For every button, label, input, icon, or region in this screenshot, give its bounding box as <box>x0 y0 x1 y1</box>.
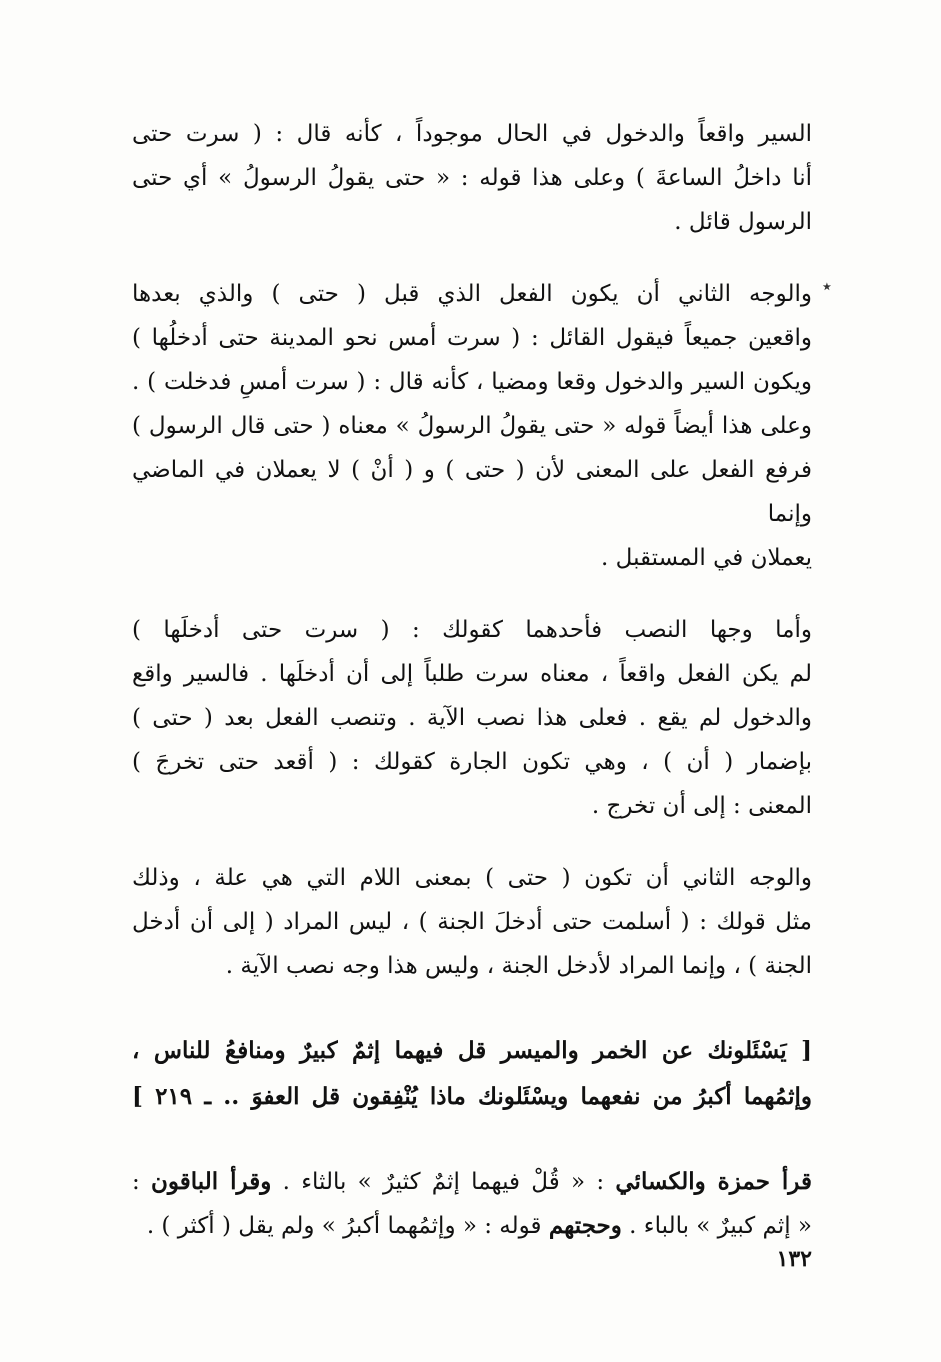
paragraph-4 <box>132 856 812 988</box>
argument-label: وحجتهم <box>548 1212 622 1239</box>
text-line: أنا داخلُ الساعةَ ) وعلى هذا قوله : « حتى يقولُ الرسولُ » أي حتى <box>132 165 812 191</box>
text-line: الجنة ) ، وإنما المراد لأدخل الجنة ، وليس هذا وجه نصب الآية . <box>225 953 812 979</box>
text-line: مثل قولك : ( أسلمت حتى أدخلَ الجنة ) ، ليس المراد ( إلى أن أدخل <box>132 909 812 935</box>
verse-line: وإثمُهما أكبرُ من نفعهما ويسْئَلونك ماذا يُنْفِقون قل العفوَ .. ـ ٢١٩ ] <box>132 1083 812 1110</box>
quran-verse <box>132 1028 812 1120</box>
text-line: المعنى : إلى أن تخرج . <box>591 793 812 819</box>
text-line: وعلى هذا أيضاً قوله « حتى يقولُ الرسولُ » معناه ( حتى قال الرسول ) <box>132 413 812 439</box>
paragraph-3 <box>132 608 812 828</box>
paragraph-2 <box>132 272 812 580</box>
text-line: والوجه الثاني أن تكون ( حتى ) بمعنى اللام التي هي علة ، وذلك <box>132 865 812 891</box>
margin-mark: ٭ <box>822 276 832 297</box>
text-line: والدخول لم يقع . فعلى هذا نصب الآية . وتنصب الفعل بعد ( حتى ) <box>132 705 812 731</box>
verse-line: [ يَسْئَلونك عن الخمر والميسر قل فيهما إثمٌ كبيرٌ ومنافعُ للناس ، <box>132 1037 812 1064</box>
reading-text: : <box>132 1169 152 1195</box>
text-line: الرسول قائل . <box>674 209 812 235</box>
readers-name: وقرأ الباقون <box>151 1168 272 1195</box>
text-line: السير واقعاً والدخول في الحال موجوداً ، كأنه قال : ( سرت حتى <box>132 121 812 147</box>
text-line <box>132 1204 812 1248</box>
text-line: والوجه الثاني أن يكون الفعل الذي قبل ( حتى ) والذي بعدها <box>132 281 812 307</box>
paragraph-1 <box>132 112 812 244</box>
readings-paragraph <box>132 1160 812 1248</box>
text-line: ويكون السير والدخول وقعا ومضيا ، كأنه قال : ( سرت أمسِ فدخلت ) . <box>132 369 812 395</box>
page-number: ١٣٢ <box>776 1246 812 1272</box>
text-line: لم يكن الفعل واقعاً ، معناه سرت طلباً إلى أن أدخلَها . فالسير واقع <box>132 661 812 687</box>
text-line: فرفع الفعل على المعنى لأن ( حتى ) و ( أنْ ) لا يعملان في الماضي وإنما <box>132 457 812 527</box>
reading-text: « إثم كبيرٌ » بالباء . <box>621 1213 812 1239</box>
page-body <box>132 112 812 1276</box>
readers-name: قرأ حمزة والكسائي <box>615 1168 812 1195</box>
reading-text: : « قُلْ فيهما إثمٌ كثيرٌ » بالثاء . <box>271 1169 616 1195</box>
text-line: يعملان في المستقبل . <box>601 545 812 571</box>
text-line: بإضمار ( أن ) ، وهي تكون الجارة كقولك : ( أقعد حتى تخرجَ ) <box>132 749 812 775</box>
reading-text: قوله : « وإثمُهما أكبرُ » ولم يقل ( أكثر ) . <box>146 1213 549 1239</box>
text-line <box>132 1160 812 1204</box>
text-line: وأما وجها النصب فأحدهما كقولك : ( سرت حتى أدخلَها ) <box>132 617 812 643</box>
text-line: واقعين جميعاً فيقول القائل : ( سرت أمس نحو المدينة حتى أدخلُها ) <box>132 325 812 351</box>
